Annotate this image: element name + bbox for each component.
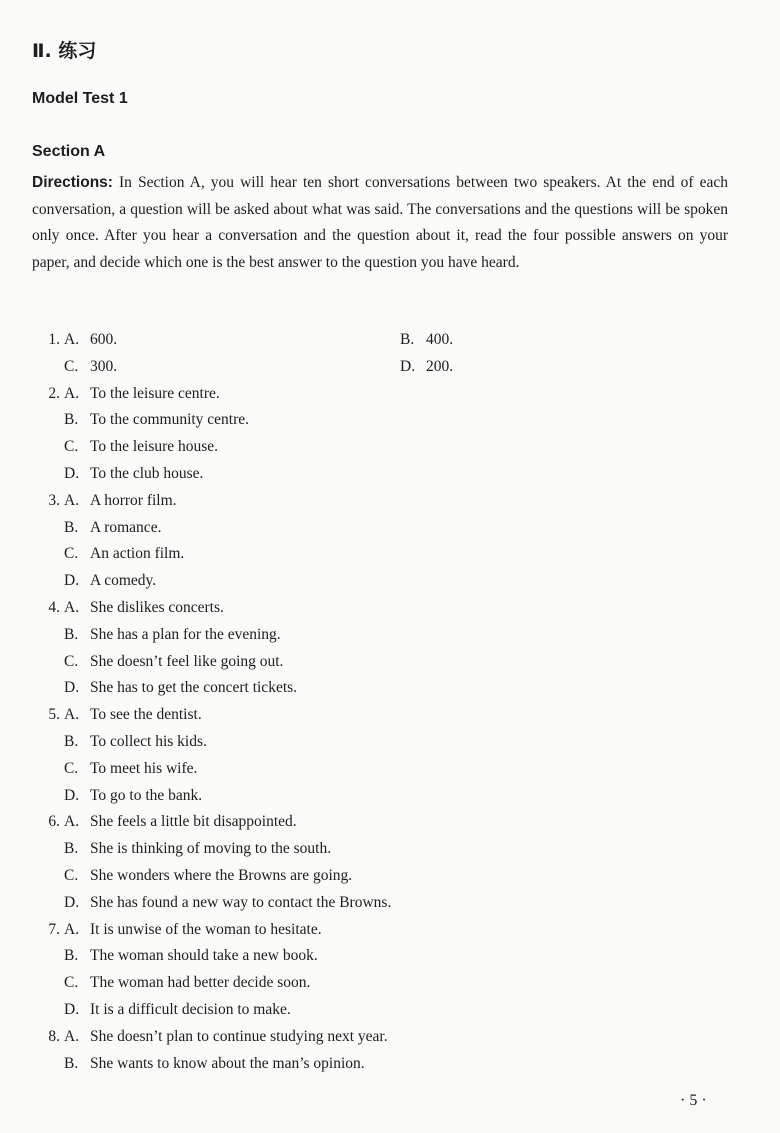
option-text: To the community centre. — [90, 411, 250, 429]
question-row — [0, 863, 780, 890]
question-row — [0, 327, 780, 354]
question-row — [0, 809, 780, 836]
option-text: 300. — [90, 357, 118, 375]
page-number: · 5 · — [680, 1092, 707, 1109]
answer-option — [64, 381, 220, 408]
option-letter: B. — [64, 732, 79, 750]
question-row — [0, 675, 780, 702]
question-row — [0, 407, 780, 434]
answer-option — [64, 354, 117, 381]
option-text: She wants to know about the man’s opinion. — [90, 1054, 365, 1072]
option-letter: D. — [64, 679, 80, 697]
section-heading: Ⅱ. 练习 — [32, 40, 97, 62]
answer-option — [64, 702, 202, 729]
option-letter: A. — [64, 384, 80, 402]
option-text: She doesn’t plan to continue studying next year. — [90, 1027, 388, 1045]
option-letter: C. — [64, 652, 79, 670]
option-text: An action film. — [90, 545, 185, 563]
question-row — [0, 917, 780, 944]
option-letter: C. — [64, 545, 79, 563]
option-text: She has found a new way to contact the Browns. — [90, 893, 392, 911]
option-letter: C. — [64, 357, 79, 375]
question-row — [0, 943, 780, 970]
option-text: 600. — [90, 331, 118, 348]
question-row — [0, 595, 780, 622]
question-list — [0, 327, 780, 1077]
option-text: To the club house. — [90, 464, 204, 482]
option-letter: B. — [64, 518, 79, 536]
question-row — [0, 997, 780, 1024]
question-number: 2. — [48, 384, 60, 402]
question-number: 3. — [48, 491, 60, 509]
option-text: She feels a little bit disappointed. — [90, 813, 297, 831]
option-letter: A. — [64, 813, 80, 831]
question-row — [0, 434, 780, 461]
option-text: To collect his kids. — [90, 732, 207, 750]
answer-option — [64, 1051, 365, 1078]
question-number: 8. — [48, 1027, 60, 1045]
answer-option — [64, 622, 281, 649]
answer-option — [64, 863, 352, 890]
option-letter: A. — [64, 491, 80, 509]
question-row — [0, 729, 780, 756]
answer-option — [64, 649, 283, 676]
option-letter: B. — [64, 947, 79, 965]
answer-option — [64, 434, 218, 461]
option-letter: D. — [64, 572, 80, 590]
option-text: The woman had better decide soon. — [90, 974, 311, 992]
answer-option — [64, 675, 297, 702]
option-letter: C. — [64, 974, 79, 992]
directions-text: In Section A, you will hear ten short conversations between two speakers. At the end of each conversation, a question will be asked about what was said. The conversations and the questions will be spoken only once. After you hear a conversation and the question about it, read the four possible answers on your paper, and decide which one is the best answer to the question you have heard. — [32, 174, 728, 271]
question-row — [0, 541, 780, 568]
option-letter: B. — [400, 331, 415, 348]
option-letter: B. — [64, 1054, 79, 1072]
option-text: It is unwise of the woman to hesitate. — [90, 920, 322, 938]
answer-option — [64, 729, 207, 756]
option-letter: D. — [64, 1000, 80, 1018]
option-text: To go to the bank. — [90, 786, 203, 804]
question-row — [0, 783, 780, 810]
option-letter: D. — [64, 464, 80, 482]
directions-label: Directions: — [32, 174, 113, 191]
option-letter: C. — [64, 759, 79, 777]
option-text: To meet his wife. — [90, 759, 198, 777]
option-text: She has to get the concert tickets. — [90, 679, 298, 697]
question-number: 4. — [48, 598, 60, 616]
option-letter: C. — [64, 438, 79, 456]
question-row — [0, 461, 780, 488]
question-row — [0, 702, 780, 729]
option-letter: D. — [64, 786, 80, 804]
question-row — [0, 568, 780, 595]
answer-option — [64, 541, 184, 568]
question-row — [0, 354, 780, 381]
option-letter: D. — [400, 357, 416, 375]
option-text: She dislikes concerts. — [90, 598, 224, 616]
answer-option — [64, 836, 331, 863]
answer-option — [64, 1024, 388, 1051]
answer-option — [64, 595, 224, 622]
answer-option — [64, 809, 297, 836]
option-text: She has a plan for the evening. — [90, 625, 281, 643]
option-letter: A. — [64, 598, 80, 616]
option-text: To the leisure centre. — [90, 384, 220, 402]
question-row — [0, 515, 780, 542]
answer-option — [64, 461, 203, 488]
model-test-title: Model Test 1 — [32, 90, 128, 107]
question-number: 6. — [48, 813, 60, 831]
question-number: 1. — [48, 331, 60, 348]
answer-option — [64, 890, 391, 917]
question-number: 7. — [48, 920, 60, 938]
answer-option — [64, 568, 156, 595]
option-text: A horror film. — [90, 491, 177, 509]
option-text: A romance. — [90, 518, 162, 536]
answer-option — [64, 970, 310, 997]
option-letter: B. — [64, 840, 79, 858]
option-text: To the leisure house. — [90, 438, 219, 456]
section-a-title: Section A — [32, 143, 106, 160]
option-letter: B. — [64, 625, 79, 643]
answer-option — [400, 327, 453, 354]
answer-option — [400, 354, 453, 381]
question-row — [0, 1024, 780, 1051]
question-row — [0, 488, 780, 515]
option-letter: C. — [64, 866, 79, 884]
option-letter: D. — [64, 893, 80, 911]
question-row — [0, 381, 780, 408]
option-text: It is a difficult decision to make. — [90, 1000, 291, 1018]
option-text: She is thinking of moving to the south. — [90, 840, 332, 858]
option-text: 400. — [426, 331, 454, 348]
question-row — [0, 890, 780, 917]
answer-option — [64, 917, 322, 944]
answer-option — [64, 943, 318, 970]
option-text: A comedy. — [90, 572, 157, 590]
answer-option — [64, 407, 249, 434]
answer-option — [64, 488, 177, 515]
answer-option — [64, 515, 161, 542]
question-row — [0, 1051, 780, 1078]
option-letter: A. — [64, 706, 80, 724]
option-text: She wonders where the Browns are going. — [90, 866, 353, 884]
question-number: 5. — [48, 706, 60, 724]
option-text: The woman should take a new book. — [90, 947, 318, 965]
option-text: 200. — [426, 357, 454, 375]
answer-option — [64, 783, 202, 810]
option-letter: B. — [64, 411, 79, 429]
option-letter: A. — [64, 920, 80, 938]
answer-option — [64, 997, 291, 1024]
question-row — [0, 970, 780, 997]
question-row — [0, 756, 780, 783]
question-row — [0, 622, 780, 649]
directions-paragraph — [32, 170, 728, 276]
question-row — [0, 836, 780, 863]
question-row — [0, 649, 780, 676]
option-letter: A. — [64, 331, 80, 348]
option-letter: A. — [64, 1027, 80, 1045]
answer-option — [64, 327, 117, 354]
option-text: She doesn’t feel like going out. — [90, 652, 284, 670]
option-text: To see the dentist. — [90, 706, 202, 724]
answer-option — [64, 756, 197, 783]
